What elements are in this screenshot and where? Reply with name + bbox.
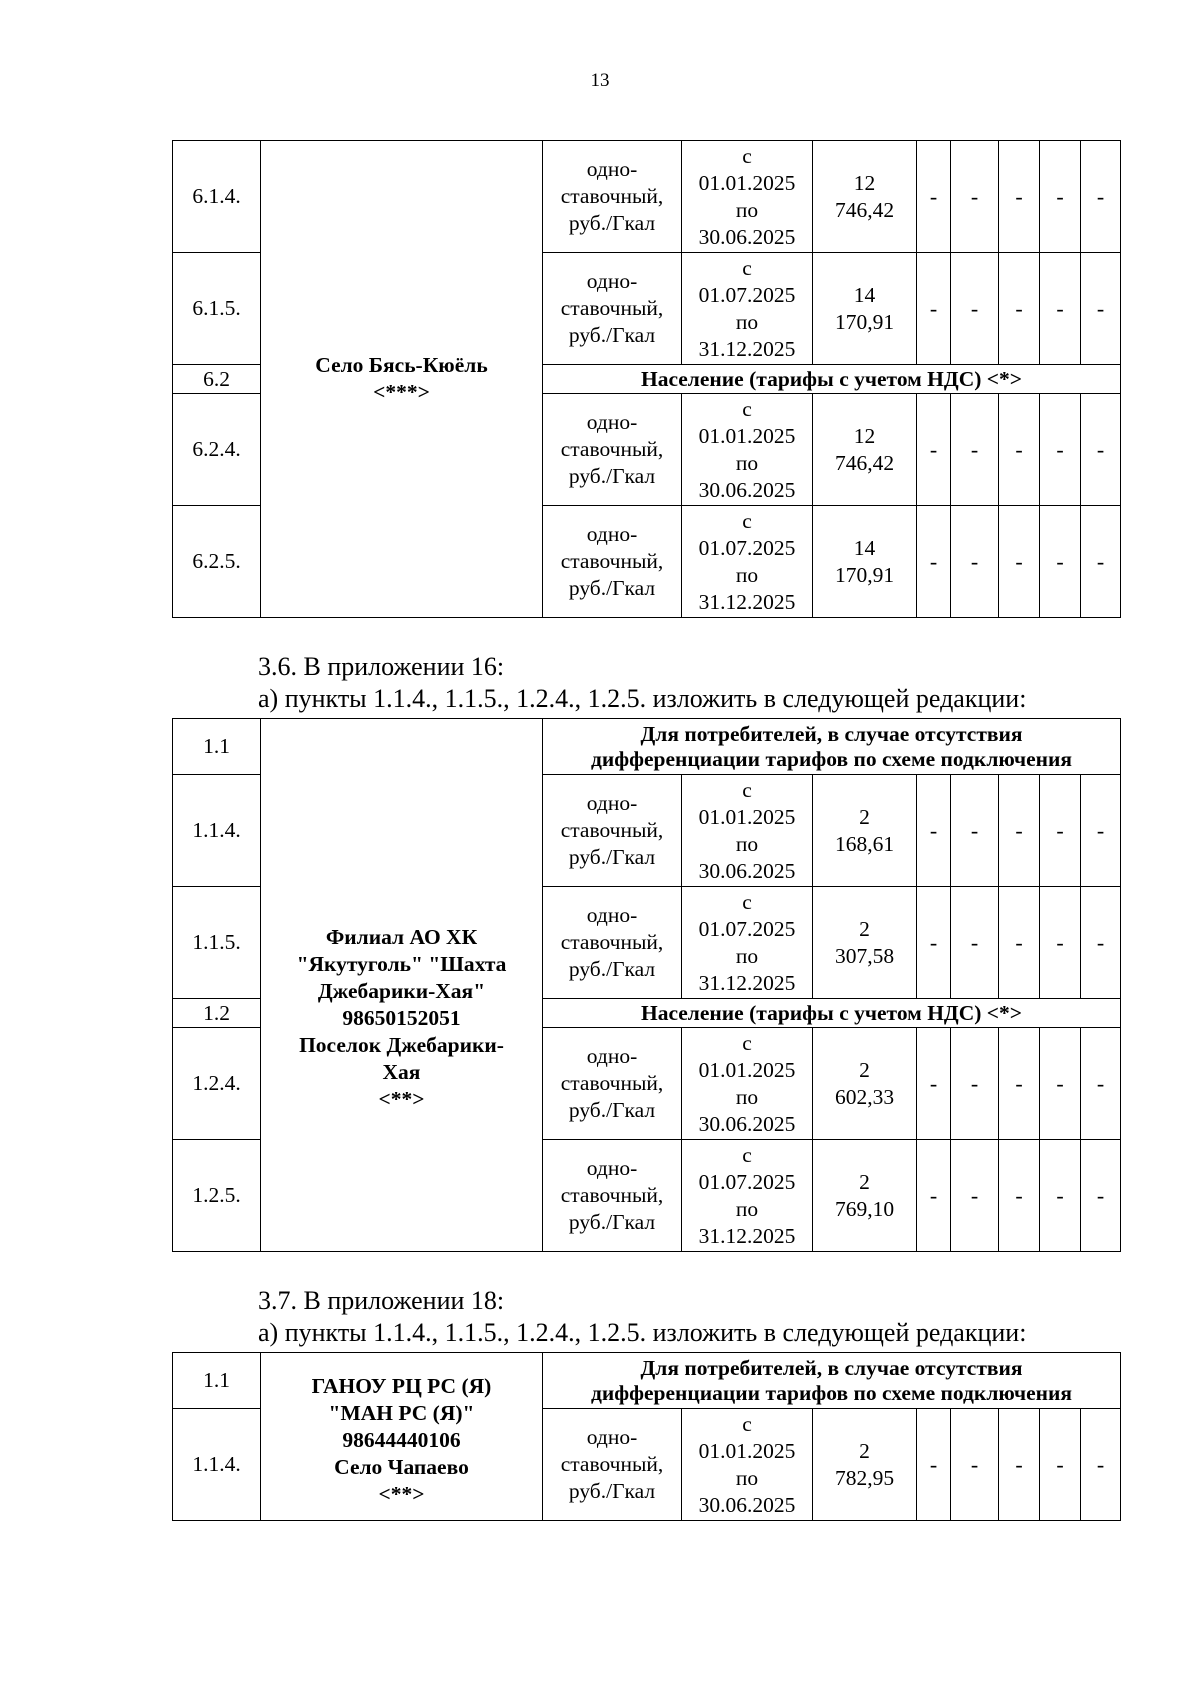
dash-cell: -	[1081, 506, 1121, 618]
tariff-type: одно- ставочный, руб./Гкал	[543, 1409, 682, 1521]
organization-cell	[261, 1353, 543, 1521]
tariff-type: одно- ставочный, руб./Гкал	[543, 1140, 682, 1252]
period: с 01.07.2025 по 31.12.2025	[682, 506, 813, 618]
dash-cell: -	[999, 1409, 1040, 1521]
dash-cell: -	[951, 1140, 999, 1252]
section-number: 1.1	[173, 719, 261, 775]
dash-cell: -	[1040, 394, 1081, 506]
row-number: 1.1.4.	[173, 1409, 261, 1521]
dash-cell: -	[951, 394, 999, 506]
org-line: Филиал АО ХК	[325, 924, 478, 949]
dash-cell: -	[917, 506, 951, 618]
dash-cell: -	[917, 1409, 951, 1521]
dash-cell: -	[1081, 775, 1121, 887]
paragraph-3-6-text: а) пункты 1.1.4., 1.1.5., 1.2.4., 1.2.5. изложить в следующей редакции:	[258, 684, 1027, 713]
dash-cell: -	[917, 775, 951, 887]
tariff-value: 2 602,33	[813, 1028, 917, 1140]
org-line: "Якутуголь" "Шахта	[296, 951, 507, 976]
paragraph-3-7-title: 3.7. В приложении 18:	[258, 1286, 505, 1315]
org-line: ГАНОУ РЦ РС (Я)	[311, 1374, 492, 1398]
paragraph-3-6-title: 3.6. В приложении 16:	[258, 652, 505, 681]
dash-cell: -	[1040, 775, 1081, 887]
dash-cell: -	[1081, 1028, 1121, 1140]
dash-cell: -	[999, 253, 1040, 365]
dash-cell: -	[1040, 1028, 1081, 1140]
tariff-value: 2 782,95	[813, 1409, 917, 1521]
tariff-type: одно- ставочный, руб./Гкал	[543, 887, 682, 999]
org-name: Село Бясь-Кюёль	[315, 353, 488, 377]
org-line: Хая	[382, 1059, 421, 1084]
dash-cell: -	[917, 253, 951, 365]
dash-cell: -	[999, 775, 1040, 887]
dash-cell: -	[917, 887, 951, 999]
tariff-type: одно- ставочный, руб./Гкал	[543, 506, 682, 618]
table-row	[173, 141, 1121, 253]
paragraph-3-7-text: а) пункты 1.1.4., 1.1.5., 1.2.4., 1.2.5. изложить в следующей редакции:	[258, 1318, 1027, 1347]
dash-cell: -	[951, 1028, 999, 1140]
dash-cell: -	[1040, 506, 1081, 618]
org-line: Село Чапаево	[334, 1455, 469, 1479]
org-line: "МАН РС (Я)"	[328, 1401, 475, 1425]
dash-cell: -	[917, 1028, 951, 1140]
dash-cell: -	[999, 887, 1040, 999]
period: с 01.01.2025 по 30.06.2025	[682, 1409, 813, 1521]
tariff-value: 14 170,91	[813, 253, 917, 365]
tariff-type: одно- ставочный, руб./Гкал	[543, 141, 682, 253]
page-number: 13	[590, 70, 610, 91]
dash-cell: -	[999, 1140, 1040, 1252]
dash-cell: -	[1081, 253, 1121, 365]
tariff-type: одно- ставочный, руб./Гкал	[543, 394, 682, 506]
org-line: 98650152051	[342, 1005, 461, 1030]
org-line: Джебарики-Хая"	[317, 978, 486, 1003]
period: с 01.01.2025 по 30.06.2025	[682, 775, 813, 887]
tariff-value: 2 168,61	[813, 775, 917, 887]
org-line: 98644440106	[342, 1428, 461, 1452]
dash-cell: -	[999, 506, 1040, 618]
period: с 01.01.2025 по 30.06.2025	[682, 141, 813, 253]
period: с 01.07.2025 по 31.12.2025	[682, 1140, 813, 1252]
dash-cell: -	[999, 394, 1040, 506]
period: с 01.01.2025 по 30.06.2025	[682, 1028, 813, 1140]
dash-cell: -	[917, 1140, 951, 1252]
org-line: Поселок Джебарики-	[299, 1032, 504, 1057]
dash-cell: -	[1040, 1140, 1081, 1252]
tariff-value: 2 769,10	[813, 1140, 917, 1252]
row-number: 6.1.4.	[173, 141, 261, 253]
org-note: <***>	[373, 380, 430, 404]
dash-cell: -	[999, 141, 1040, 253]
row-number: 6.2.5.	[173, 506, 261, 618]
dash-cell: -	[951, 506, 999, 618]
section-header: Население (тарифы с учетом НДС) <*>	[543, 365, 1121, 394]
tariff-table-1	[172, 140, 1121, 618]
dash-cell: -	[999, 1028, 1040, 1140]
org-line: <**>	[378, 1086, 425, 1111]
period: с 01.01.2025 по 30.06.2025	[682, 394, 813, 506]
tariff-type: одно- ставочный, руб./Гкал	[543, 253, 682, 365]
row-number: 1.2.4.	[173, 1028, 261, 1140]
row-number: 6.1.5.	[173, 253, 261, 365]
tariff-value: 12 746,42	[813, 141, 917, 253]
section-row	[173, 1353, 1121, 1409]
row-number: 1.1.5.	[173, 887, 261, 999]
tariff-table-3	[172, 1352, 1121, 1521]
tariff-table-2	[172, 718, 1121, 1252]
period: с 01.07.2025 по 31.12.2025	[682, 253, 813, 365]
dash-cell: -	[1040, 253, 1081, 365]
dash-cell: -	[951, 253, 999, 365]
dash-cell: -	[1040, 141, 1081, 253]
dash-cell: -	[951, 775, 999, 887]
dash-cell: -	[917, 141, 951, 253]
tariff-type: одно- ставочный, руб./Гкал	[543, 1028, 682, 1140]
org-line: <**>	[378, 1482, 425, 1506]
section-header: Население (тарифы с учетом НДС) <*>	[543, 999, 1121, 1028]
dash-cell: -	[1081, 1140, 1121, 1252]
section-number: 1.2	[173, 999, 261, 1028]
section-header: Для потребителей, в случае отсутствия дифференциации тарифов по схеме подключения	[543, 1353, 1121, 1409]
dash-cell: -	[1081, 394, 1121, 506]
row-number: 1.1.4.	[173, 775, 261, 887]
row-number: 1.2.5.	[173, 1140, 261, 1252]
section-row	[173, 719, 1121, 775]
organization-cell	[261, 719, 543, 1252]
dash-cell: -	[951, 1409, 999, 1521]
dash-cell: -	[951, 141, 999, 253]
dash-cell: -	[1040, 1409, 1081, 1521]
organization-cell	[261, 141, 543, 618]
tariff-value: 12 746,42	[813, 394, 917, 506]
tariff-type: одно- ставочный, руб./Гкал	[543, 775, 682, 887]
section-number: 1.1	[173, 1353, 261, 1409]
row-number: 6.2.4.	[173, 394, 261, 506]
tariff-value: 14 170,91	[813, 506, 917, 618]
dash-cell: -	[951, 887, 999, 999]
dash-cell: -	[1040, 887, 1081, 999]
section-number: 6.2	[173, 365, 261, 394]
dash-cell: -	[1081, 1409, 1121, 1521]
dash-cell: -	[1081, 887, 1121, 999]
dash-cell: -	[917, 394, 951, 506]
dash-cell: -	[1081, 141, 1121, 253]
period: с 01.07.2025 по 31.12.2025	[682, 887, 813, 999]
section-header: Для потребителей, в случае отсутствия дифференциации тарифов по схеме подключения	[543, 719, 1121, 775]
tariff-value: 2 307,58	[813, 887, 917, 999]
